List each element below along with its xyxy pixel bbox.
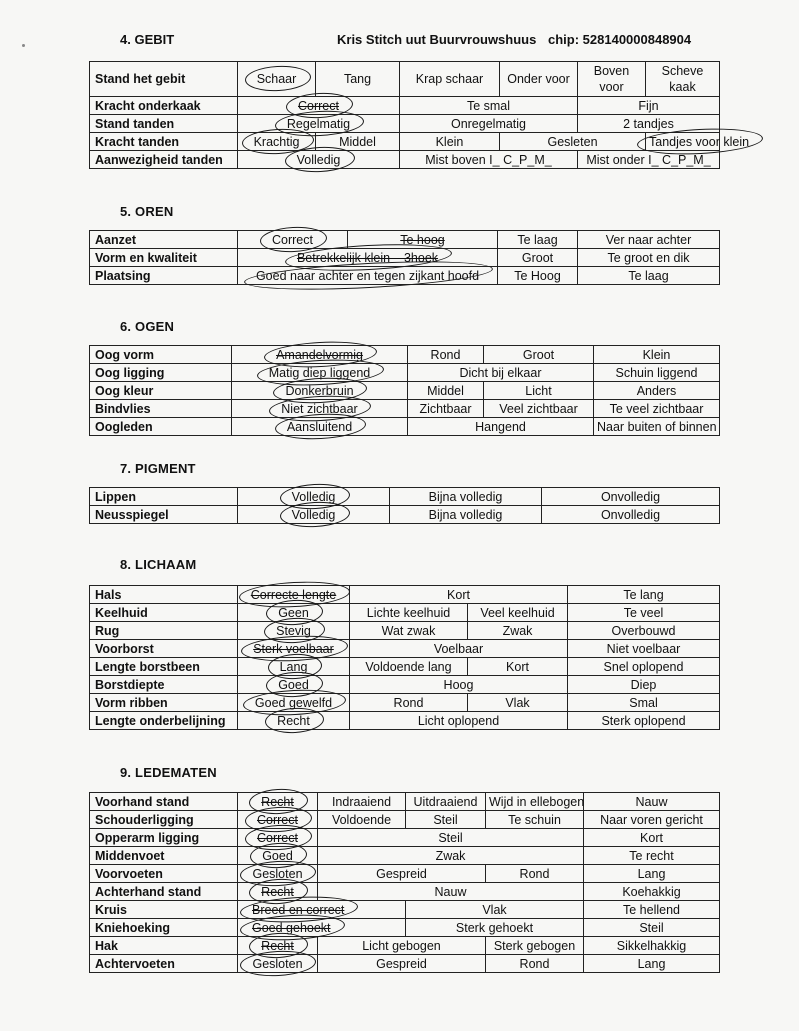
row-label: Aanwezigheid tanden (90, 151, 238, 169)
option-cell: Zichtbaar (408, 400, 484, 418)
row-label: Kruis (90, 901, 238, 919)
dog-name: Kris Stitch uut Buurvrouwshuus (337, 32, 537, 47)
selected-option: Recht (261, 884, 294, 899)
option-cell: Veel zichtbaar (484, 400, 594, 418)
option-cell (238, 151, 400, 169)
table-row (90, 586, 720, 604)
table-row (90, 97, 720, 115)
selected-option: Recht (277, 713, 310, 728)
option-cell (238, 676, 350, 694)
row-label: Oog kleur (90, 382, 232, 400)
option-cell: Te schuin (486, 811, 584, 829)
option-cell: Lichte keelhuid (350, 604, 468, 622)
row-label: Plaatsing (90, 267, 238, 285)
table-ledematen (89, 792, 720, 973)
crossed-option: Te hoog (400, 232, 445, 247)
option-cell: Middel (408, 382, 484, 400)
option-cell: Sterk oplopend (568, 712, 720, 730)
row-label: Voorhand stand (90, 793, 238, 811)
row-label: Voorborst (90, 640, 238, 658)
table-row (90, 62, 720, 97)
selected-option: Goed naar achter en tegen zijkant hoofd (255, 268, 480, 283)
table-row (90, 364, 720, 382)
option-cell: Rond (486, 865, 584, 883)
section-heading-gebit: 4. GEBIT (120, 32, 175, 47)
table-row (90, 811, 720, 829)
row-label: Kniehoeking (90, 919, 238, 937)
option-cell: Kort (468, 658, 568, 676)
option-cell: Onregelmatig (400, 115, 578, 133)
option-cell (238, 622, 350, 640)
option-cell (238, 919, 406, 937)
table-row (90, 658, 720, 676)
table-row (90, 919, 720, 937)
option-cell: Uitdraaiend (406, 793, 486, 811)
row-label: Schouderligging (90, 811, 238, 829)
option-cell: Mist boven I_ C_P_M_ (400, 151, 578, 169)
selected-option: Goed (278, 677, 309, 692)
row-label: Vorm en kwaliteit (90, 249, 238, 267)
option-cell (238, 847, 318, 865)
row-label: Oogleden (90, 418, 232, 436)
option-cell: Wat zwak (350, 622, 468, 640)
table-ogen (89, 345, 720, 436)
option-cell (232, 364, 408, 382)
table-row (90, 231, 720, 249)
table-row (90, 267, 720, 285)
selected-option: Tandjes voor klein (649, 134, 750, 149)
option-cell: Groot (498, 249, 578, 267)
option-cell: Ver naar achter (578, 231, 720, 249)
table-oren (89, 230, 720, 285)
option-cell (238, 865, 318, 883)
option-cell: Te recht (584, 847, 720, 865)
table-row (90, 694, 720, 712)
selected-option: Niet zichtbaar (281, 401, 358, 416)
section-heading-pigment: 7. PIGMENT (120, 461, 196, 476)
row-label: Hals (90, 586, 238, 604)
table-gebit (89, 61, 750, 169)
row-label: Kracht onderkaak (90, 97, 238, 115)
selected-option: Correct (257, 830, 298, 845)
option-cell: Te groot en dik (578, 249, 720, 267)
table-row (90, 640, 720, 658)
option-cell (238, 115, 400, 133)
option-cell: Lang (584, 865, 720, 883)
option-cell: Sterk gehoekt (406, 919, 584, 937)
option-cell: Sikkelhakkig (584, 937, 720, 955)
row-label: Kracht tanden (90, 133, 238, 151)
option-cell: Klein (400, 133, 500, 151)
option-cell (238, 712, 350, 730)
option-cell: Licht (484, 382, 594, 400)
selected-option: Schaar (256, 72, 297, 86)
row-label: Voorvoeten (90, 865, 238, 883)
table-row (90, 133, 720, 151)
option-cell (238, 901, 406, 919)
option-cell: Mist onder I_ C_P_M_ (578, 151, 720, 169)
option-cell: Bijna volledig (390, 488, 542, 506)
option-cell: Groot (484, 346, 594, 364)
selected-option: Goed gehoekt (252, 920, 331, 935)
option-cell (238, 133, 316, 151)
option-cell: Gespreid (318, 865, 486, 883)
option-cell: Steil (318, 829, 584, 847)
selected-option: Goed (262, 848, 293, 863)
selected-option: Krachtig (253, 134, 300, 149)
option-cell (238, 883, 318, 901)
table-row (90, 622, 720, 640)
table-pigment (89, 487, 720, 524)
option-cell: Zwak (468, 622, 568, 640)
option-cell: Rond (486, 955, 584, 973)
scan-speck (22, 44, 25, 47)
selected-option: Recht (261, 794, 294, 809)
selected-option: Goed gewelfd (254, 695, 333, 710)
selected-option: Amandelvormig (276, 347, 363, 362)
option-cell: Voldoende (318, 811, 406, 829)
option-cell: Koehakkig (584, 883, 720, 901)
option-cell: Dicht bij elkaar (408, 364, 594, 382)
option-cell: Hangend (408, 418, 594, 436)
option-cell: Te smal (400, 97, 578, 115)
table-row (90, 400, 720, 418)
option-cell: Indraaiend (318, 793, 406, 811)
selected-option: Correct (272, 232, 313, 247)
row-label: Oog vorm (90, 346, 232, 364)
option-cell (232, 346, 408, 364)
selected-option: Correct (298, 98, 339, 113)
option-cell: Klein (594, 346, 720, 364)
option-cell: Steil (584, 919, 720, 937)
option-cell: Diep (568, 676, 720, 694)
table-row (90, 676, 720, 694)
option-cell: Te lang (568, 586, 720, 604)
selected-option: Geen (278, 605, 309, 620)
option-cell: Wijd in ellebogen (486, 793, 584, 811)
option-cell (238, 62, 316, 97)
row-label: Oog ligging (90, 364, 232, 382)
selected-option: Regelmatig (286, 116, 351, 131)
row-label: Stand tanden (90, 115, 238, 133)
option-cell (238, 506, 390, 524)
option-cell: 2 tandjes (578, 115, 720, 133)
option-cell: Scheve kaak (646, 62, 720, 97)
option-cell: Te Hoog (498, 267, 578, 285)
row-label: Hak (90, 937, 238, 955)
option-cell: Krap schaar (400, 62, 500, 97)
row-label: Aanzet (90, 231, 238, 249)
table-row (90, 418, 720, 436)
option-cell: Gesleten (500, 133, 646, 151)
option-cell: Te veel zichtbaar (594, 400, 720, 418)
selected-option: Volledig (291, 507, 336, 522)
selected-option: Correct (257, 812, 298, 827)
option-cell: Licht gebogen (318, 937, 486, 955)
option-cell: Rond (408, 346, 484, 364)
option-cell: Nauw (584, 793, 720, 811)
option-cell (238, 231, 348, 249)
option-cell (238, 267, 498, 285)
option-cell: Nauw (318, 883, 584, 901)
option-cell: Zwak (318, 847, 584, 865)
selected-option: Donkerbruin (285, 383, 354, 398)
option-cell: Hoog (350, 676, 568, 694)
option-cell: Naar buiten of binnen (594, 418, 720, 436)
row-label: Lengte onderbelijning (90, 712, 238, 730)
selected-option: Recht (261, 938, 294, 953)
option-cell: Rond (350, 694, 468, 712)
option-cell: Anders (594, 382, 720, 400)
section-heading-lichaam: 8. LICHAAM (120, 557, 197, 572)
option-cell (238, 488, 390, 506)
table-row (90, 829, 720, 847)
selected-option: Volledig (291, 489, 336, 504)
row-label: Borstdiepte (90, 676, 238, 694)
option-cell: Kort (584, 829, 720, 847)
option-cell: Lang (584, 955, 720, 973)
option-cell: Onder voor (500, 62, 578, 97)
table-row (90, 937, 720, 955)
table-row (90, 847, 720, 865)
option-cell (238, 937, 318, 955)
option-cell (238, 829, 318, 847)
option-cell: Bijna volledig (390, 506, 542, 524)
row-label: Lippen (90, 488, 238, 506)
table-row (90, 955, 720, 973)
selected-option: Gesloten (252, 866, 303, 881)
option-cell: Te laag (578, 267, 720, 285)
table-row (90, 346, 720, 364)
option-cell: Te veel (568, 604, 720, 622)
option-cell: Veel keelhuid (468, 604, 568, 622)
selected-option: Aansluitend (286, 419, 353, 434)
option-cell: Smal (568, 694, 720, 712)
table-row (90, 488, 720, 506)
table-row (90, 604, 720, 622)
option-cell (238, 811, 318, 829)
option-cell: Sterk gebogen (486, 937, 584, 955)
option-cell: Schuin liggend (594, 364, 720, 382)
table-row (90, 506, 720, 524)
option-cell (646, 133, 750, 151)
chip-number: chip: 528140000848904 (548, 32, 692, 47)
option-cell (238, 604, 350, 622)
option-cell: Voelbaar (350, 640, 568, 658)
option-cell: Onvolledig (542, 506, 720, 524)
option-cell (348, 231, 498, 249)
table-row (90, 115, 720, 133)
option-cell: Steil (406, 811, 486, 829)
option-cell (238, 694, 350, 712)
option-cell (238, 249, 498, 267)
option-cell (238, 97, 400, 115)
row-label: Neusspiegel (90, 506, 238, 524)
option-cell: Vlak (468, 694, 568, 712)
section-heading-ogen: 6. OGEN (120, 319, 175, 334)
section-heading-ledematen: 9. LEDEMATEN (120, 765, 217, 780)
option-cell: Tang (316, 62, 400, 97)
selected-option: Stevig (276, 623, 311, 638)
row-label: Stand het gebit (90, 62, 238, 97)
row-label: Achterhand stand (90, 883, 238, 901)
row-label: Rug (90, 622, 238, 640)
section-heading-oren: 5. OREN (120, 204, 174, 219)
row-label: Bindvlies (90, 400, 232, 418)
option-cell: Niet voelbaar (568, 640, 720, 658)
selected-option: Betrekkelijk klein – 3hoek (296, 250, 439, 265)
selected-option: Volledig (296, 152, 341, 167)
table-row (90, 712, 720, 730)
row-label: Keelhuid (90, 604, 238, 622)
table-row (90, 382, 720, 400)
selected-option: Matig diep liggend (268, 365, 371, 380)
selected-option: Gesloten (252, 956, 303, 971)
option-cell: Overbouwd (568, 622, 720, 640)
table-row (90, 883, 720, 901)
option-cell: Middel (316, 133, 400, 151)
table-row (90, 865, 720, 883)
option-cell: Voldoende lang (350, 658, 468, 676)
table-lichaam (89, 585, 720, 730)
row-label: Opperarm ligging (90, 829, 238, 847)
selected-option: Sterk voelbaar (253, 641, 334, 656)
selected-option: Lang (279, 659, 308, 674)
option-cell: Onvolledig (542, 488, 720, 506)
option-cell (238, 955, 318, 973)
selected-option: Correcte lengte (250, 587, 337, 602)
option-cell: Naar voren gericht (584, 811, 720, 829)
row-label: Lengte borstbeen (90, 658, 238, 676)
option-cell: Boven voor (578, 62, 646, 97)
option-cell (232, 400, 408, 418)
option-cell: Te laag (498, 231, 578, 249)
option-cell: Kort (350, 586, 568, 604)
table-row (90, 793, 720, 811)
option-cell (232, 418, 408, 436)
table-row (90, 249, 720, 267)
option-cell: Snel oplopend (568, 658, 720, 676)
option-cell: Te hellend (584, 901, 720, 919)
option-cell: Fijn (578, 97, 720, 115)
option-cell: Vlak (406, 901, 584, 919)
option-cell: Licht oplopend (350, 712, 568, 730)
table-row (90, 151, 720, 169)
option-cell (238, 640, 350, 658)
row-label: Vorm ribben (90, 694, 238, 712)
selected-option: Breed en correct (252, 902, 345, 917)
option-cell (232, 382, 408, 400)
row-label: Middenvoet (90, 847, 238, 865)
option-cell (238, 586, 350, 604)
option-cell: Gespreid (318, 955, 486, 973)
option-cell (238, 658, 350, 676)
option-cell (238, 793, 318, 811)
table-row (90, 901, 720, 919)
row-label: Achtervoeten (90, 955, 238, 973)
